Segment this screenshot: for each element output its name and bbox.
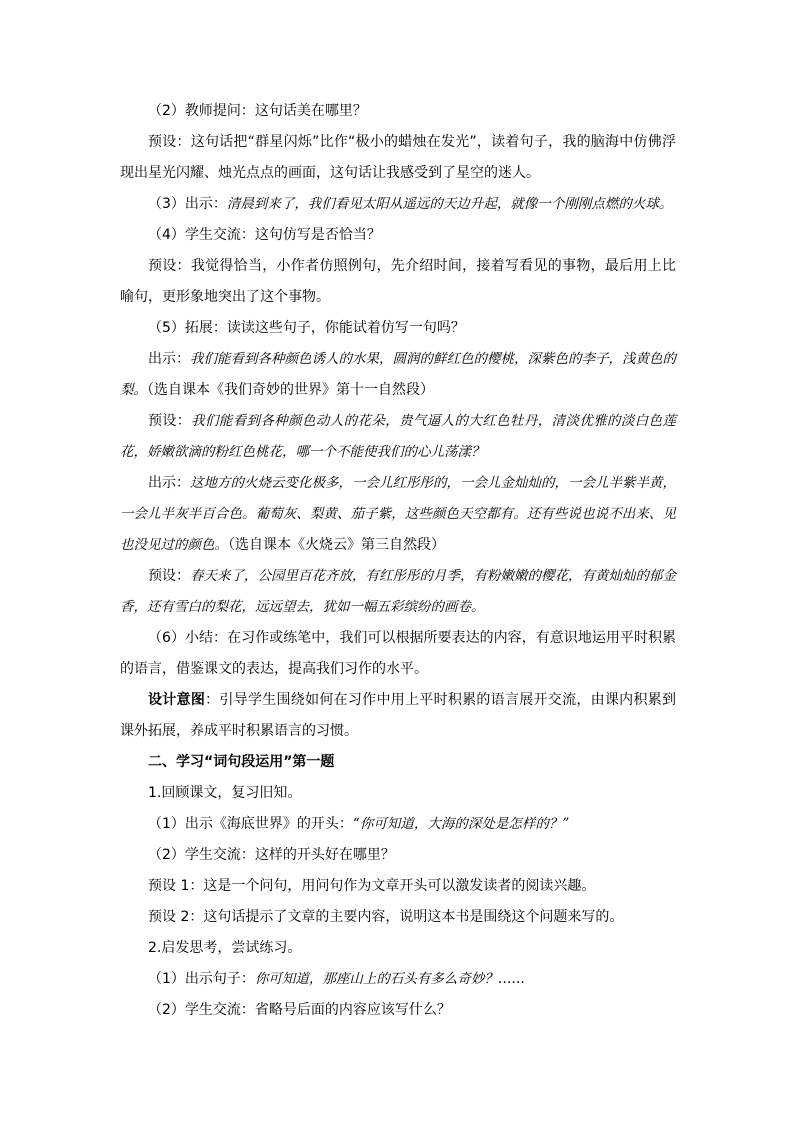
source-citation: （选自课本《火烧云》第三自然段） xyxy=(228,537,445,553)
document-body xyxy=(120,96,676,1026)
paragraph-8: 预设：我们能看到各种颜色动人的花朵，贵气逼人的大红色牡丹，清淡优雅的淡白色莲花，娇嫩欲滴的粉红色桃花，哪一个不能使我们的心儿荡漾？ xyxy=(120,413,677,460)
source-citation: （选自课本《我们奇妙的世界》第十一自然段） xyxy=(147,382,434,398)
paragraph-16: （2）学生交流：这样的开头好在哪里？ xyxy=(148,847,395,863)
paragraph-20: （1）出示句子：你可知道，那座山上的石头有多么奇妙？…… xyxy=(148,971,525,987)
design-intent-label: 设计意图 xyxy=(148,692,206,708)
example-sentence: 我们能看到各种颜色动人的花朵，贵气逼人的大红色牡丹，清淡优雅的淡白色莲花，娇嫩欲滴的粉红色桃花，哪一个不能使我们的心儿荡漾？ xyxy=(120,413,677,460)
paragraph-1: （2）教师提问：这句话美在哪里？ xyxy=(148,103,367,119)
paragraph-3: （3）出示：清晨到来了，我们看见太阳从遥远的天边升起，就像一个刚刚点燃的火球。 xyxy=(148,196,673,212)
paragraph-11: （6）小结：在习作或练笔中，我们可以根据所要表达的内容，有意识地运用平时积累的语言，借鉴课文的表达，提高我们习作的水平。 xyxy=(120,630,676,677)
paragraph-2: 预设：这句话把“群星闪烁”比作“极小的蜡烛在发光”，读着句子，我的脑海中仿佛浮现出星光闪耀、烛光点点的画面，这句话让我感受到了星空的迷人。 xyxy=(120,134,676,181)
paragraph-7: 出示：我们能看到各种颜色诱人的水果，圆润的鲜红色的樱桃，深紫色的李子，浅黄色的梨。（选自课本《我们奇妙的世界》第十一自然段） xyxy=(120,351,676,398)
paragraph-4: （4）学生交流：这句仿写是否恰当？ xyxy=(148,227,381,243)
paragraph-14: 1.回顾课文，复习旧知。 xyxy=(148,785,302,801)
design-intent: 设计意图：引导学生围绕如何在习作中用上平时积累的语言展开交流，由课内积累到课外拓展，养成平时积累语言的习惯。 xyxy=(120,692,677,739)
paragraph-17: 预设 1：这是一个问句，用问句作为文章开头可以激发读者的阅读兴趣。 xyxy=(148,878,596,894)
paragraph-15: （1）出示《海底世界》的开头：“你可知道，大海的深处是怎样的？” xyxy=(148,816,570,832)
example-sentence: 春天来了，公园里百花齐放，有红彤彤的月季，有粉嫩嫩的樱花，有黄灿灿的郁金香，还有雪白的梨花，远远望去，犹如一幅五彩缤纷的画卷。 xyxy=(120,568,676,615)
paragraph-9: 出示：这地方的火烧云变化极多，一会儿红彤彤的，一会儿金灿灿的，一会儿半紫半黄，一会儿半灰半百合色。葡萄灰、梨黄、茄子紫，这些颜色天空都有。还有些说也说不出来、见也没见过的颜色。（选自课本《火烧云》第三自然段） xyxy=(120,475,676,553)
example-sentence: 你可知道，那座山上的石头有多么奇妙？…… xyxy=(254,971,525,987)
paragraph-19: 2.启发思考，尝试练习。 xyxy=(148,940,302,956)
paragraph-21: （2）学生交流：省略号后面的内容应该写什么？ xyxy=(148,1002,451,1018)
paragraph-6: （5）拓展：读读这些句子，你能试着仿写一句吗？ xyxy=(148,320,465,336)
paragraph-10: 预设：春天来了，公园里百花齐放，有红彤彤的月季，有粉嫩嫩的樱花，有黄灿灿的郁金香，还有雪白的梨花，远远望去，犹如一幅五彩缤纷的画卷。 xyxy=(120,568,676,615)
example-sentence: 这地方的火烧云变化极多，一会儿红彤彤的，一会儿金灿灿的，一会儿半紫半黄，一会儿半灰半百合色。葡萄灰、梨黄、茄子紫，这些颜色天空都有。还有些说也说不出来、见也没见过的颜色。 xyxy=(120,475,676,553)
example-sentence: 我们能看到各种颜色诱人的水果，圆润的鲜红色的樱桃，深紫色的李子，浅黄色的梨。 xyxy=(120,351,676,398)
section-heading: 二、学习“词句段运用”第一题 xyxy=(148,754,335,770)
example-sentence: 清晨到来了，我们看见太阳从遥远的天边升起，就像一个刚刚点燃的火球。 xyxy=(226,196,673,212)
example-sentence: “你可知道，大海的深处是怎样的？” xyxy=(352,816,570,832)
paragraph-5: 预设：我觉得恰当，小作者仿照例句，先介绍时间，接着写看见的事物，最后用上比喻句，更形象地突出了这个事物。 xyxy=(120,258,676,305)
paragraph-18: 预设 2：这句话提示了文章的主要内容，说明这本书是围绕这个问题来写的。 xyxy=(148,909,624,925)
